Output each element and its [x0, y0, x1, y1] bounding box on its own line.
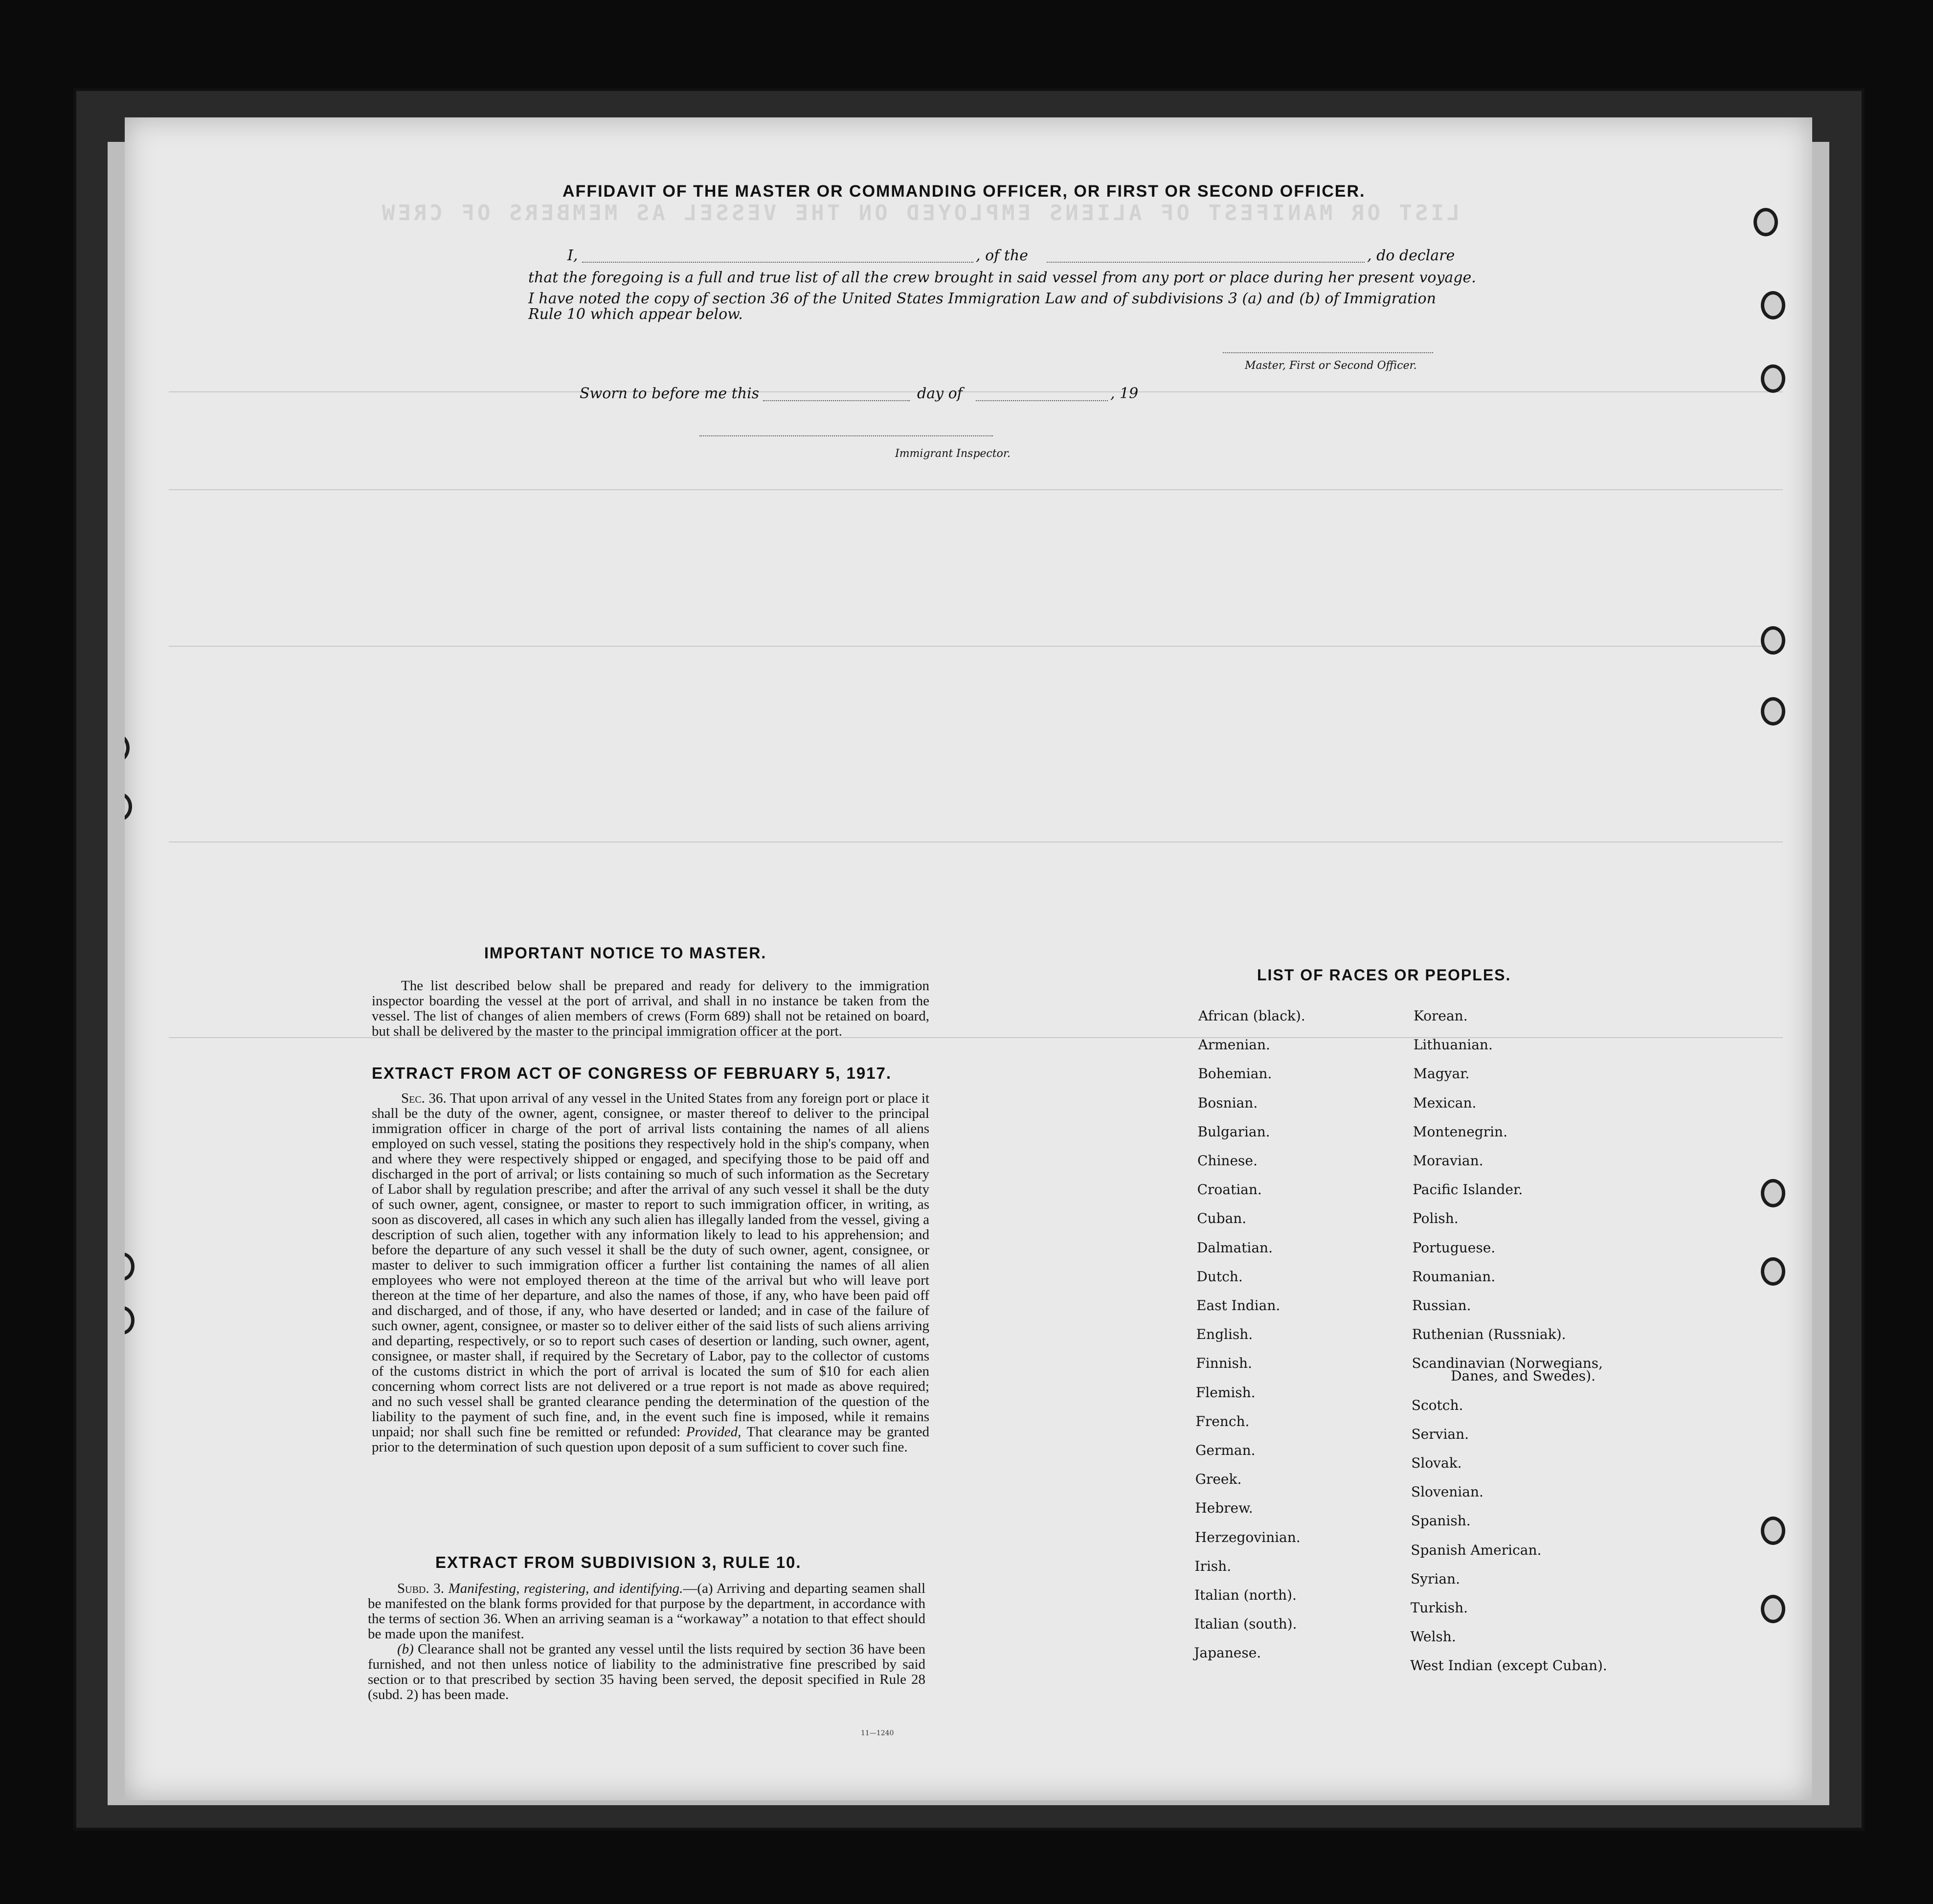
race-item: Turkish. [1410, 1600, 1468, 1616]
race-item: Slovak. [1411, 1455, 1462, 1471]
race-item: African (black). [1198, 1008, 1305, 1024]
race-item: French. [1195, 1413, 1250, 1429]
inspector-signature-label: Immigrant Inspector. [895, 448, 1011, 460]
race-item: Hebrew. [1195, 1500, 1253, 1517]
binder-hole [125, 734, 130, 762]
rule-a-text: —(a) Arriving and departing seamen shall be manifested on the blank forms provided for that purpose by the department, in accordance with the terms of section 36. When an arriving seaman is a “workaway” a notation to that effect should be made upon the manifest. [368, 1581, 925, 1642]
race-item: Welsh. [1410, 1629, 1456, 1645]
race-item: Syrian. [1411, 1570, 1460, 1587]
race-item: Portuguese. [1412, 1239, 1496, 1256]
rule-subd-heading: Manifesting, registering, and identifying. [448, 1581, 683, 1596]
race-item: Roumanian. [1412, 1268, 1496, 1285]
race-item: Dutch. [1196, 1268, 1243, 1285]
race-item: Bulgarian. [1197, 1123, 1270, 1140]
race-item: Bosnian. [1197, 1094, 1258, 1111]
race-item: Japanese. [1194, 1645, 1261, 1661]
race-item: Montenegrin. [1413, 1123, 1507, 1140]
bleed-through-heading: LIST OR MANIFEST OF ALIENS EMPLOYED ON THE VESSEL AS MEMBERS OF CREW [379, 201, 1460, 226]
year-text: , 19 [1110, 385, 1139, 402]
rule-title: EXTRACT FROM SUBDIVISION 3, RULE 10. [435, 1553, 802, 1571]
rule-b-label: (b) [397, 1641, 414, 1657]
race-item: Spanish American. [1411, 1541, 1542, 1558]
race-item: Irish. [1194, 1558, 1232, 1574]
race-item: Italian (north). [1194, 1587, 1297, 1603]
race-item: Finnish. [1196, 1355, 1252, 1372]
race-item: East Indian. [1196, 1297, 1281, 1314]
binder-hole [125, 1306, 135, 1335]
rule-subd-label: Subd. 3. [397, 1581, 444, 1596]
sworn-day-blank[interactable] [763, 400, 910, 401]
race-item: Italian (south). [1194, 1616, 1297, 1632]
affidavit-line-4: Rule 10 which appear below. [528, 306, 743, 323]
race-item: Chinese. [1197, 1153, 1258, 1169]
master-signature-label: Master, First or Second Officer. [1245, 360, 1417, 372]
act-section-label: Sec. 36. [401, 1090, 447, 1106]
affidavit-line-3: I have noted the copy of section 36 of the United States Immigration Law and of subdivisions 3 (a) and (b) of Immigration [528, 290, 1436, 307]
race-item: Dalmatian. [1196, 1239, 1273, 1256]
affidavit-line-2: that the foregoing is a full and true list of all the crew brought in said vessel from any port or place during her present voyage. [528, 269, 1476, 286]
act-provided: Provided, [686, 1424, 742, 1440]
binder-hole [125, 793, 132, 821]
race-item: Pacific Islander. [1413, 1181, 1523, 1198]
race-item: Korean. [1414, 1008, 1468, 1024]
race-item: Greek. [1195, 1471, 1242, 1488]
act-text [372, 1091, 929, 1455]
binder-hole [1761, 697, 1785, 725]
sworn-text: Sworn to before me this [580, 385, 760, 402]
race-item: Servian. [1411, 1426, 1469, 1442]
race-item: Slovenian. [1411, 1484, 1483, 1500]
race-item: Scandinavian (Norwegians, [1412, 1355, 1603, 1372]
race-item: Croatian. [1197, 1181, 1262, 1198]
vessel-blank[interactable] [1047, 262, 1365, 263]
act-section-text: That upon arrival of any vessel in the United States from any foreign port or place it shall be the duty of the owner, agent, consignee, or master thereof to deliver to the principal immigration officer in charge of the port of arrival lists containing the names of all aliens employed on such vessel, stating the positions they respectively hold in the ship's company, when and where they were respectively shipped or engaged, and specifying those to be paid off and discharged in the port of arrival; or lists containing so much of such information as the Secretary of Labor shall by regulation prescribe; and after the arrival of any such vessel it shall be the duty of such owner, agent, consignee, or master to report to such immigration officer, in writing, as soon as discovered, all cases in which any such alien has illegally landed from the vessel, giving a description of such alien, together with any information likely to lead to his apprehension; and before the departure of any such vessel it shall be the duty of such owner, agent, consignee, or master to deliver to such immigration officer a further list containing the names of all alien employees who were not employed thereon at the time of the arrival but who will leave port thereon at the time of her departure, and also the names of those, if any, who have been paid off and discharged, and of those, if any, who have deserted or landed; and in case of the failure of such owner, agent, consignee, or master so to deliver either of the said lists of such aliens arriving and departing, respectively, or so to report such cases of desertion or landing, such owner, agent, consignee, or master shall, if required by the Secretary of Labor, pay to the collector of customs of the customs district in which the port of arrival is located the sum of $10 for each alien concerning whom correct lists are not delivered or a true report is not made as above required; and no such vessel shall be granted clearance pending the determination of the question of the liability to the payment of such fine, and, in the event such fine is imposed, while it remains unpaid; nor shall such fine be remitted or refunded: [372, 1090, 929, 1440]
race-item: Flemish. [1195, 1384, 1256, 1401]
race-item: Armenian. [1198, 1037, 1270, 1053]
race-item: Moravian. [1413, 1153, 1483, 1169]
race-item: Danes, and Swedes). [1451, 1368, 1596, 1384]
day-of-text: day of [917, 385, 963, 402]
race-item: Scotch. [1411, 1397, 1463, 1413]
notice-paragraph: The list described below shall be prepared and ready for delivery to the immigration inspector boarding the vessel at the port of arrival, and shall in no instance be taken from the vessel. The list of changes of alien members of crews (Form 689) shall not be retained on board, but shall be delivered by the master to the principal immigration officer at the port. [372, 978, 929, 1039]
binder-hole [1761, 1257, 1785, 1286]
rule-b-text: Clearance shall not be granted any vessel until the lists required by section 36 have been furnished, and not then unless notice of liability to the administrative fine prescribed by said section or to that prescribed by section 35 having been served, the deposit specified in Rule 28 (subd. 2) has been made. [368, 1641, 926, 1702]
affidavit-of-the: , of the [976, 247, 1028, 264]
race-item: German. [1195, 1442, 1256, 1458]
race-item: Ruthenian (Russniak). [1412, 1326, 1566, 1343]
act-title: EXTRACT FROM ACT OF CONGRESS OF FEBRUARY 5, 1917. [372, 1064, 892, 1082]
race-item: Mexican. [1413, 1094, 1477, 1111]
notice-title: IMPORTANT NOTICE TO MASTER. [484, 944, 767, 962]
race-item: Herzegovinian. [1194, 1529, 1301, 1545]
races-title: LIST OF RACES OR PEOPLES. [1257, 966, 1511, 984]
act-section-text-end: That clearance may be granted prior to the determination of such question upon deposit of a sum sufficient to cover such fine. [372, 1424, 929, 1455]
binder-hole [1761, 626, 1785, 655]
form-number: 11—1240 [861, 1729, 894, 1737]
inspector-signature-line[interactable] [699, 435, 993, 436]
race-item: Cuban. [1197, 1210, 1247, 1227]
race-item: Polish. [1412, 1210, 1459, 1227]
binder-hole [1761, 1179, 1785, 1207]
binder-hole [1761, 291, 1785, 319]
binder-hole [1761, 1517, 1785, 1545]
rule-text [368, 1581, 925, 1702]
notice-text [372, 978, 929, 1039]
race-item: Bohemian. [1198, 1065, 1272, 1082]
affidavit-i: I, [567, 247, 578, 264]
sworn-month-blank[interactable] [976, 400, 1108, 401]
race-item: Russian. [1412, 1297, 1471, 1314]
binder-hole [125, 1252, 135, 1281]
races-list [1196, 1008, 1646, 1673]
race-item: West Indian (except Cuban). [1410, 1657, 1607, 1674]
binder-hole [1761, 1595, 1785, 1623]
race-item: English. [1196, 1326, 1253, 1343]
race-item: Spanish. [1411, 1513, 1471, 1529]
binder-hole [1761, 364, 1785, 393]
race-item: Magyar. [1413, 1065, 1470, 1082]
name-blank[interactable] [582, 262, 973, 263]
race-item: Lithuanian. [1413, 1037, 1493, 1053]
master-signature-line[interactable] [1223, 352, 1433, 353]
affidavit-title: AFFIDAVIT OF THE MASTER OR COMMANDING OFFICER, OR FIRST OR SECOND OFFICER. [562, 182, 1366, 201]
binder-hole [1753, 208, 1778, 236]
affidavit-declare: , do declare [1367, 247, 1455, 264]
